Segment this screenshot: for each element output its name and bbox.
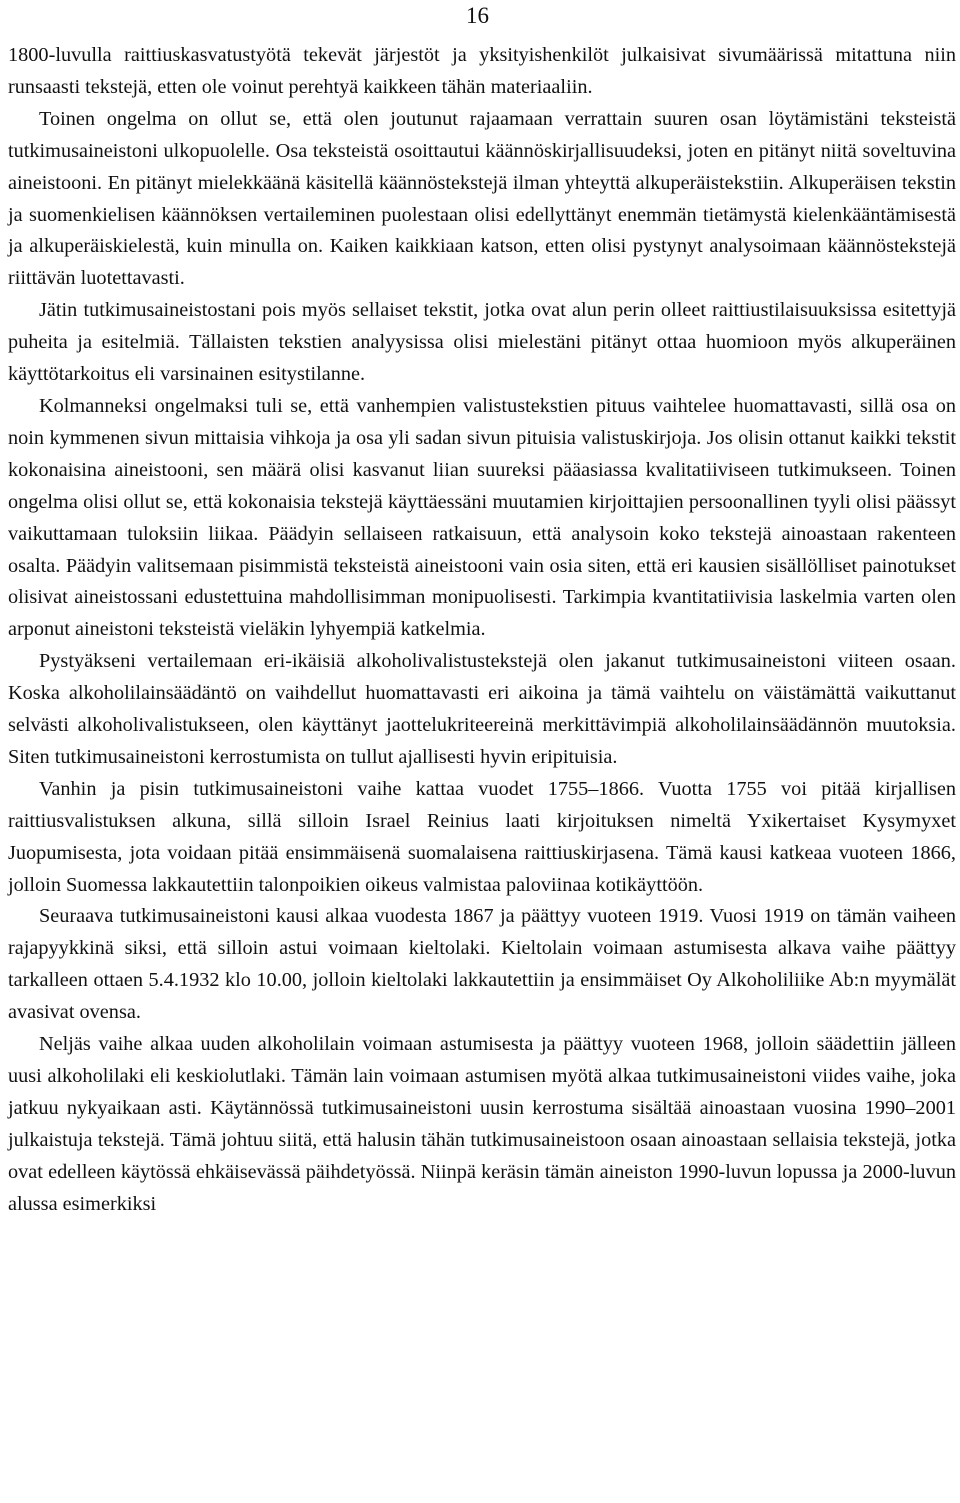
paragraph-1: 1800-luvulla raittiuskasvatustyötä tekevät järjestöt ja yksityishenkilöt julkaisivat sivumäärissä mitattuna niin runsaasti tekstejä, etten ole voinut perehtyä kaikkeen tähän materiaaliin. (8, 44, 956, 98)
page-number: 16 (466, 3, 489, 28)
paragraph-6: Vanhin ja pisin tutkimusaineistoni vaihe kattaa vuodet 1755–1866. Vuotta 1755 voi pitää kirjallisen raittiusvalistuksen alkuna, sillä silloin Israel Reinius laati kirjoituksen nimeltä Yxikertaiset Kysymyxet Juopumisesta, jota voidaan pitää ensimmäisenä suomalaisena raittiuskirjasena. Tämä kausi katkeaa vuoteen 1866, jolloin Suomessa lakkautettiin talonpoikien oikeus valmistaa paloviinaa kotikäyttöön. (8, 777, 956, 896)
paragraph-5: Pystyäkseni vertailemaan eri-ikäisiä alkoholivalistustekstejä olen jakanut tutkimusaineistoni viiteen osaan. Koska alkoholilainsäädäntö on vaihdellut huomattavasti eri aikoina ja tämä vaihtelu on väistämättä vaikuttanut selvästi alkoholivalistukseen, olen käyttänyt jaottelukriteereinä merkittävimpiä alkoholilainsäädännön muutoksia. Siten tutkimusaineistoni kerrostumista on tullut ajallisesti hyvin eripituisia. (8, 650, 956, 768)
paragraph-7: Seuraava tutkimusaineistoni kausi alkaa vuodesta 1867 ja päättyy vuoteen 1919. Vuosi 1919 on tämän vaiheen rajapyykkinä siksi, että silloin astui voimaan kieltolaki. Kieltolain voimaan astumisesta alkava vaihe päättyy tarkalleen ottaen 5.4.1932 klo 10.00, jolloin kieltolaki lakkautettiin ja ensimmäiset Oy Alkoholiliike Ab:n myymälät avasivat ovensa. (8, 905, 956, 1024)
paragraph-3: Jätin tutkimusaineistostani pois myös sellaiset tekstit, jotka ovat alun perin olleet raittiustilaisuuksissa esitettyjä puheita ja esitelmiä. Tällaisten tekstien analyysissa olisi mielestäni pitänyt ottaa huomioon myös alkuperäinen käyttötarkoitus eli varsinainen esitystilanne. (8, 299, 956, 386)
paragraph-8: Neljäs vaihe alkaa uuden alkoholilain voimaan astumisesta ja päättyy vuoteen 1968, jolloin säädettiin jälleen uusi alkoholilaki eli keskiolutlaki. Tämän lain voimaan astumisen myötä alkaa tutkimusaineistoni viides vaihe, joka jatkuu nykyaikaan asti. Käytännössä tutkimusaineistoni uusin kerrostuma sisältää ainoastaan vuosina 1990–2001 julkaistuja tekstejä. Tämä johtuu siitä, että halusin tähän tutkimusaineistoon osaan ainoastaan sellaisia tekstejä, jotka ovat edelleen käytössä ehkäisevässä päihdetyössä. Niinpä keräsin tämän aineiston 1990-luvun lopussa ja 2000-luvun alussa esimerkiksi (8, 1033, 956, 1215)
paragraph-2: Toinen ongelma on ollut se, että olen joutunut rajaamaan verrattain suuren osan löytämistäni teksteistä tutkimusaineistoni ulkopuolelle. Osa teksteistä osoittautui käännöskirjallisuudeksi, joten en pitänyt niitä soveltuvina aineistooni. En pitänyt mielekkäänä käsitellä käännöstekstejä ilman yhteyttä alkuperäistekstiin. Alkuperäisen tekstin ja suomenkielisen käännöksen vertaileminen puolestaan olisi edellyttänyt enemmän tietämystä kielenkääntämisestä ja alkuperäiskielestä, kuin minulla on. Kaiken kaikkiaan katson, etten olisi pystynyt analysoimaan käännöstekstejä riittävän luotettavasti. (8, 107, 956, 290)
body-text (8, 40, 956, 1221)
paragraph-4: Kolmanneksi ongelmaksi tuli se, että vanhempien valistustekstien pituus vaihtelee huomattavasti, sillä osa on noin kymmenen sivun mittaisia vihkoja ja osa yli sadan sivun pituisia valistuskirjoja. Jos olisin ottanut kaikki tekstit kokonaisina aineistooni, sen määrä olisi kasvanut liian suureksi pääasiassa kvalitatiiviseen tutkimukseen. Toinen ongelma olisi ollut se, että kokonaisia tekstejä käyttäessäni muutamien kirjoittajien persoonallinen tyyli olisi päässyt vaikuttamaan tuloksiin liikaa. Päädyin sellaiseen ratkaisuun, että analysoin koko tekstejä ainoastaan rakenteen osalta. Päädyin valitsemaan pisimmistä teksteistä aineistooni vain osia siten, että eri kausien sisällölliset painotukset olisivat aineistossani edustettuina mahdollisimman monipuolisesti. Tarkimpia kvantitatiivisia laskelmia varten olen arponut aineistoni teksteistä vieläkin lyhyempiä katkelmia. (8, 394, 956, 641)
